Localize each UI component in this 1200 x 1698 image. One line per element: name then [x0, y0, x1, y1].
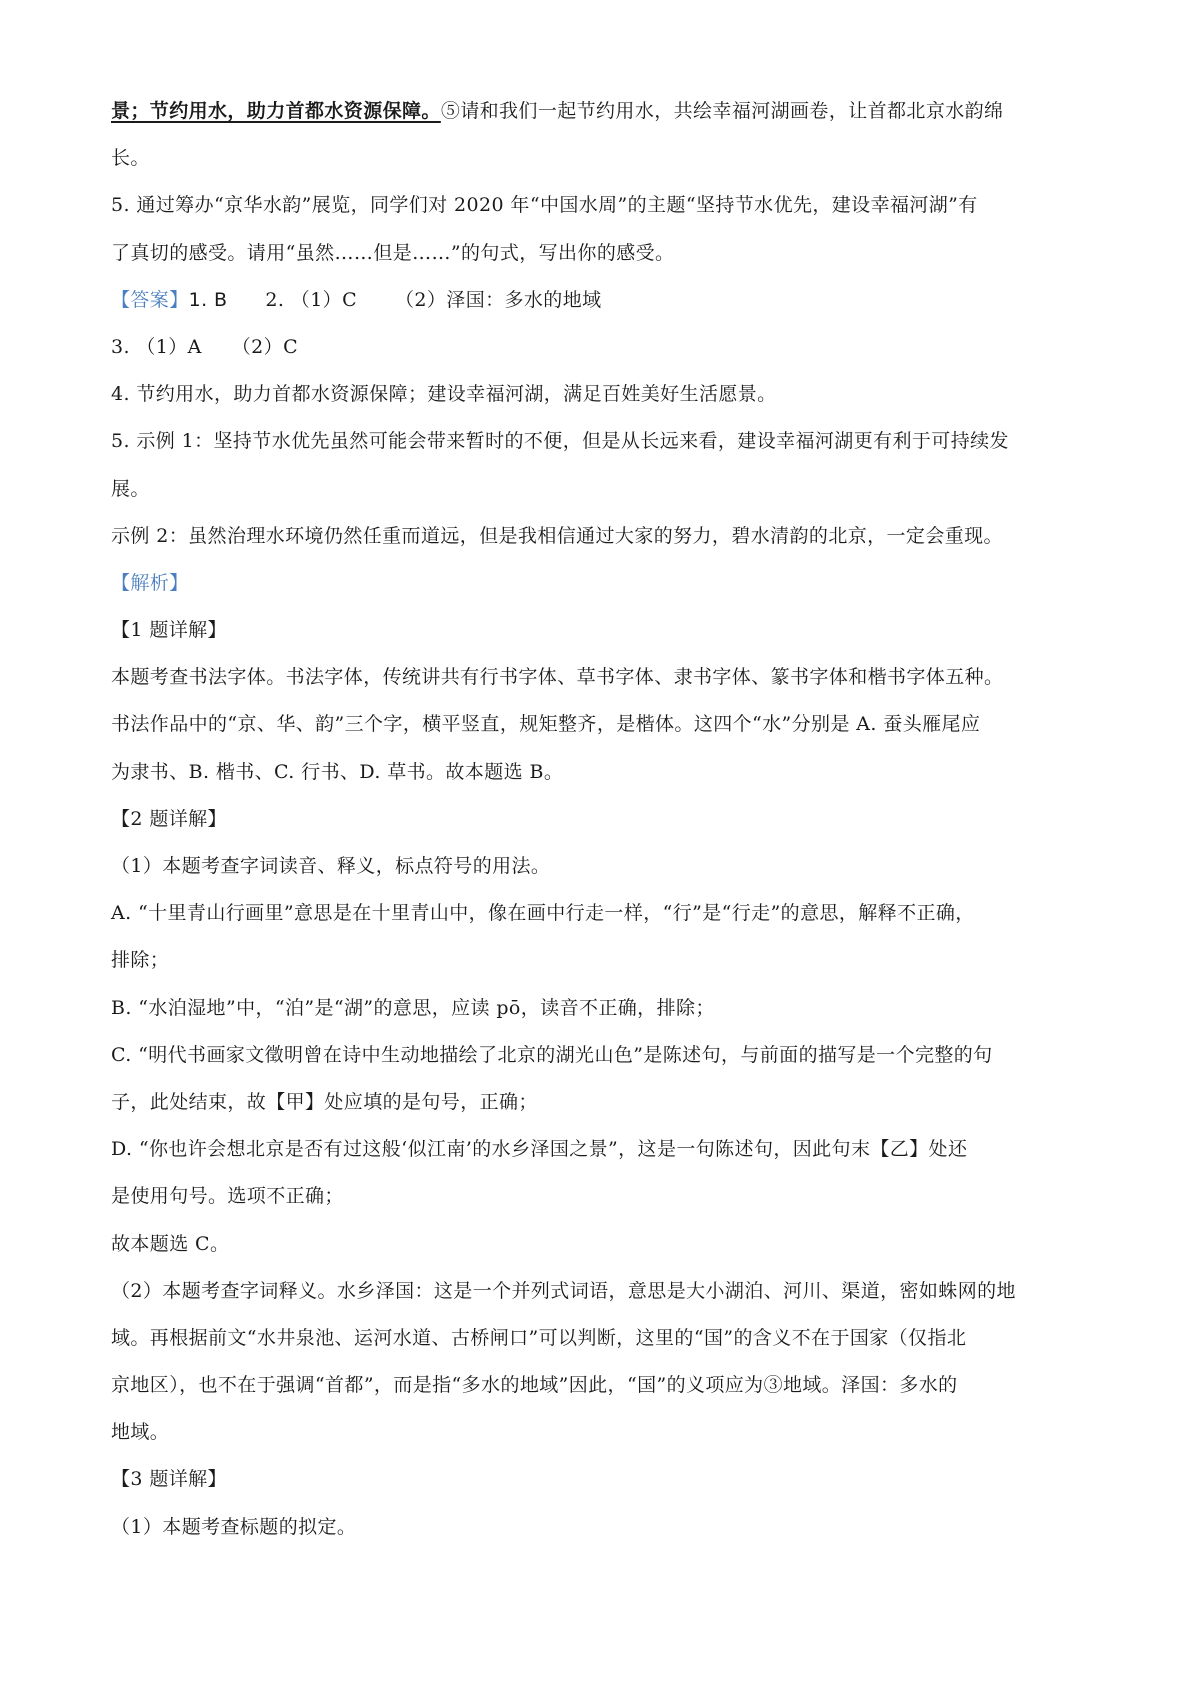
- q2-header: 【2 题详解】: [111, 807, 227, 830]
- text-line: 排除；: [111, 949, 170, 972]
- question-5: 5. 通过筹办“京华水韵”展览，同学们对 2020 年“中国水周”的主题“坚持节水优先，建设幸福河湖”有: [111, 194, 978, 217]
- answer-line: [111, 285, 1092, 315]
- text-line: 子，此处结束，故【甲】处应填的是句号，正确；: [111, 1090, 538, 1113]
- text-line: 域。再根据前文“水井泉池、运河水道、古桥闸口”可以判断，这里的“国”的含义不在于国家（仅指北: [111, 1326, 967, 1349]
- answer-label: 【答案】: [111, 288, 189, 311]
- text-line: 京地区），也不在于强调“首都”，而是指“多水的地域”因此，“国”的义项应为③地域。泽国：多水的: [111, 1374, 958, 1397]
- answer-5: 5. 示例 1：坚持节水优先虽然可能会带来暂时的不便，但是从长远来看，建设幸福河湖更有利于可持续发: [111, 430, 1009, 453]
- text-line: 地域。: [111, 1421, 170, 1444]
- text-line: 是使用句号。选项不正确；: [111, 1185, 344, 1208]
- text-line: 长。: [111, 147, 150, 170]
- answer-2: 2. （1）C: [265, 288, 358, 311]
- text-line: D. “你也许会想北京是否有过这般‘似江南’的水乡泽国之景”，这是一句陈述句，因此句末【乙】处还: [111, 1138, 968, 1161]
- answer-5-example-2: 示例 2：虽然治理水环境仍然任重而道远，但是我相信通过大家的努力，碧水清韵的北京，一定会重现。: [111, 524, 1003, 547]
- analysis-label: 【解析】: [111, 571, 189, 594]
- text-line: C. “明代书画家文徵明曾在诗中生动地描绘了北京的湖光山色”是陈述句，与前面的描写是一个完整的句: [111, 1043, 993, 1066]
- text-line: A. “十里青山行画里”意思是在十里青山中，像在画中行走一样，“行”是“行走”的意思，解释不正确，: [111, 902, 975, 925]
- text-line: [111, 96, 1092, 126]
- text-line: 为隶书、B. 楷书、C. 行书、D. 草书。故本题选 B。: [111, 760, 564, 783]
- answer-2-2: （2）泽国：多水的地域: [395, 288, 602, 311]
- text-line: 了真切的感受。请用“虽然……但是……”的句式，写出你的感受。: [111, 241, 675, 264]
- text-line: B. “水泊湿地”中，“泊”是“湖”的意思，应读 pō，读音不正确，排除；: [111, 996, 715, 1019]
- q1-header: 【1 题详解】: [111, 619, 227, 642]
- text-line: 本题考查书法字体。书法字体，传统讲共有行书字体、草书字体、隶书字体、篆书字体和楷书字体五种。: [111, 666, 1004, 689]
- q3-header: 【3 题详解】: [111, 1468, 227, 1491]
- text-line: （1）本题考查字词读音、释义，标点符号的用法。: [111, 855, 551, 877]
- text-line: （1）本题考查标题的拟定。: [111, 1515, 357, 1538]
- answer-1: 1. B: [188, 288, 228, 311]
- answer-4: 4. 节约用水，助力首都水资源保障；建设幸福河湖，满足百姓美好生活愿景。: [111, 383, 777, 406]
- text-span: ⑤请和我们一起节约用水，共绘幸福河湖画卷，让首都北京水韵绵: [440, 100, 1004, 122]
- underlined-phrase: 景；节约用水，助力首都水资源保障。: [111, 100, 441, 122]
- text-line: 展。: [111, 477, 150, 500]
- text-line: （2）本题考查字词释义。水乡泽国：这是一个并列式词语，意思是大小湖泊、河川、渠道，密如蛛网的地: [111, 1279, 1016, 1302]
- answer-3-1: 3. （1）A: [111, 335, 202, 358]
- answer-3: [111, 332, 1092, 362]
- answer-3-2: （2）C: [231, 335, 299, 358]
- text-line: 故本题选 C。: [111, 1232, 230, 1255]
- text-line: 书法作品中的“京、华、韵”三个字，横平竖直，规矩整齐，是楷体。这四个“水”分别是 A. 蚕头雁尾应: [111, 713, 981, 736]
